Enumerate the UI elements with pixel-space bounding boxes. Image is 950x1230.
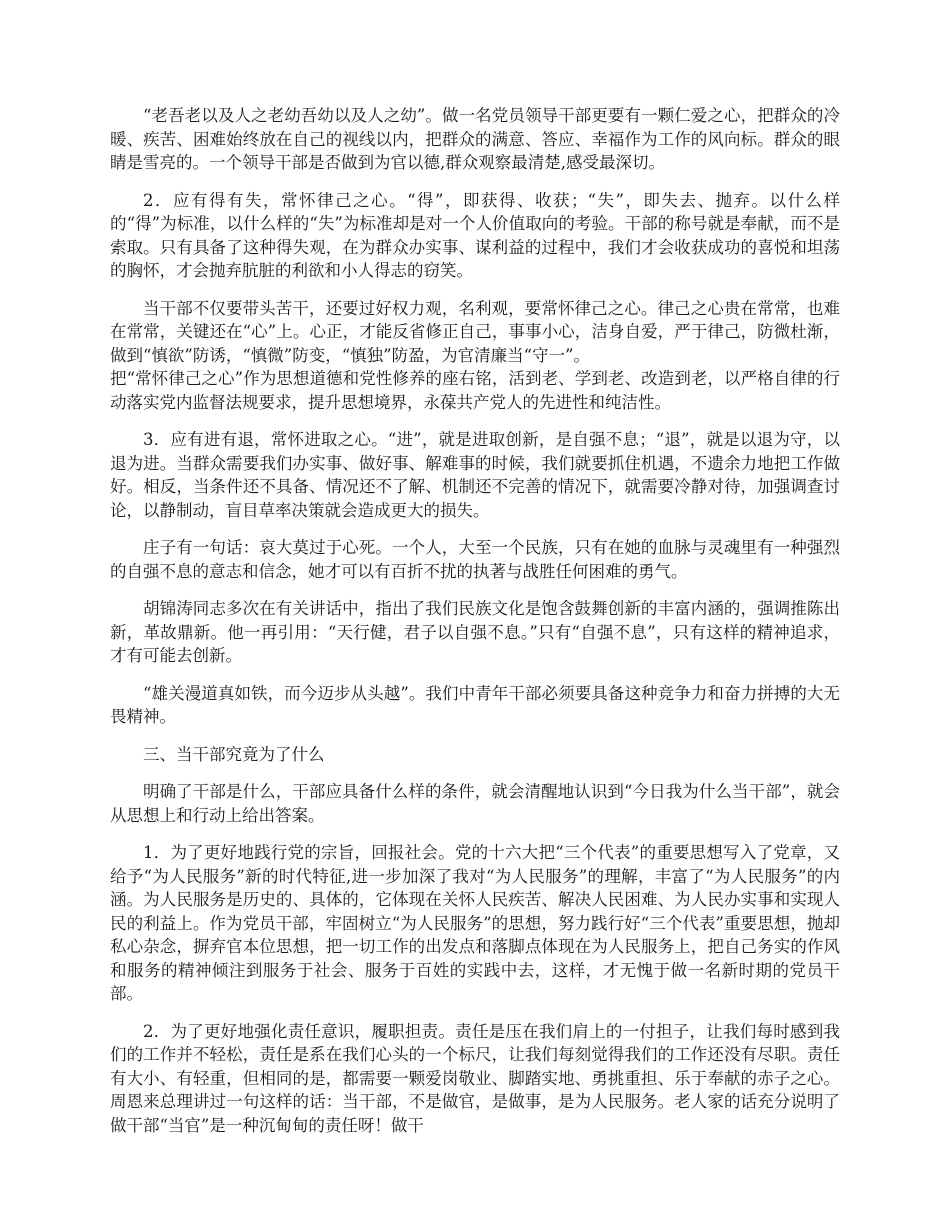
paragraph: 2．为了更好地强化责任意识，履职担责。责任是压在我们肩上的一付担子，让我们每时感到我们的工作并不轻松，责任是系在我们心头的一个标尺，让我们每刻觉得我们的工作还没有尽职。责任有大小、有轻重，但相同的是，都需要一颗爱岗敬业、脚踏实地、勇挑重担、乐于奉献的赤子之心。周恩来总理讲过一句这样的话：当干部，不是做官，是做事，是为人民服务。老人家的话充分说明了做干部“当官”是一种沉甸甸的责任呀！做干 bbox=[110, 1021, 840, 1135]
document-page bbox=[110, 104, 840, 1151]
section-heading: 三、当干部究竟为了什么 bbox=[143, 744, 325, 764]
paragraph: “雄关漫道真如铁，而今迈步从头越”。我们中青年干部必须要具备这种竞争力和奋力拼搏的大无畏精神。 bbox=[110, 683, 840, 726]
paragraph: 把“常怀律己之心”作为思想道德和党性修养的座右铭，活到老、学到老、改造到老，以严格自律的行动落实党内监督法规要求，提升思想境界，永葆共产党人的先进性和纯洁性。 bbox=[110, 369, 840, 412]
paragraph: 当干部不仅要带头苦干，还要过好权力观，名利观，要常怀律己之心。律己之心贵在常常，也难在常常，关键还在“心”上。心正，才能反省修正自己，事事小心，洁身自爱，严于律己，防微杜渐，做到“慎欲”防诱，“慎微”防变，“慎独”防盈，为官清廉当“守一”。 bbox=[110, 298, 840, 365]
paragraph: 3．应有进有退，常怀进取之心。“进”，就是进取创新，是自强不息；“退”，就是以退为守，以退为进。当群众需要我们办实事、做好事、解难事的时候，我们就要抓住机遇，不遗余力地把工作做好。相反，当条件还不具备、情况还不了解、机制还不完善的情况下，就需要冷静对待，加强调查讨论，以静制动，盲目草率决策就会造成更大的损失。 bbox=[110, 430, 840, 520]
paragraph: 明确了干部是什么，干部应具备什么样的条件，就会清醒地认识到“今日我为什么当干部”，就会从思想上和行动上给出答案。 bbox=[110, 782, 840, 825]
paragraph: 庄子有一句话：哀大莫过于心死。一个人，大至一个民族，只有在她的血脉与灵魂里有一种强烈的自强不息的意志和信念，她才可以有百折不扰的执著与战胜任何困难的勇气。 bbox=[110, 538, 840, 581]
paragraph: 胡锦涛同志多次在有关讲话中，指出了我们民族文化是饱含鼓舞创新的丰富内涵的，强调推陈出新，革故鼎新。他一再引用：“天行健，君子以自强不息。”只有“自强不息”，只有这样的精神追求，才有可能去创新。 bbox=[110, 599, 840, 665]
paragraph: 1．为了更好地践行党的宗旨，回报社会。党的十六大把“三个代表”的重要思想写入了党章，又给予“为人民服务”新的时代特征,进一步加深了我对“为人民服务”的理解，丰富了“为人民服务”的内涵。为人民服务是历史的、具体的，它体现在关怀人民疾苦、解决人民困难、为人民办实事和实现人民的利益上。作为党员干部，牢固树立“为人民服务”的思想，努力践行好“三个代表”重要思想，抛却私心杂念，摒弃官本位思想，把一切工作的出发点和落脚点体现在为人民服务上，把自己务实的作风和服务的精神倾注到服务于社会、服务于百姓的实践中去，这样，才无愧于做一名新时期的党员干部。 bbox=[110, 843, 840, 1003]
paragraph: “老吾老以及人之老幼吾幼以及人之幼”。做一名党员领导干部更要有一颗仁爱之心，把群众的冷暖、疾苦、困难始终放在自己的视线以内，把群众的满意、答应、幸福作为工作的风向标。群众的眼睛是雪亮的。一个领导干部是否做到为官以德,群众观察最清楚,感受最深切。 bbox=[110, 106, 840, 172]
paragraph: 2．应有得有失，常怀律己之心。“得”，即获得、收获；“失”，即失去、抛弃。以什么样的“得”为标准，以什么样的“失”为标准却是对一个人价值取向的考验。干部的称号就是奉献，而不是索取。只有具备了这种得失观，在为群众办实事、谋利益的过程中，我们才会收获成功的喜悦和坦荡的胸怀，才会抛弃肮脏的利欲和小人得志的窃笑。 bbox=[110, 190, 840, 280]
